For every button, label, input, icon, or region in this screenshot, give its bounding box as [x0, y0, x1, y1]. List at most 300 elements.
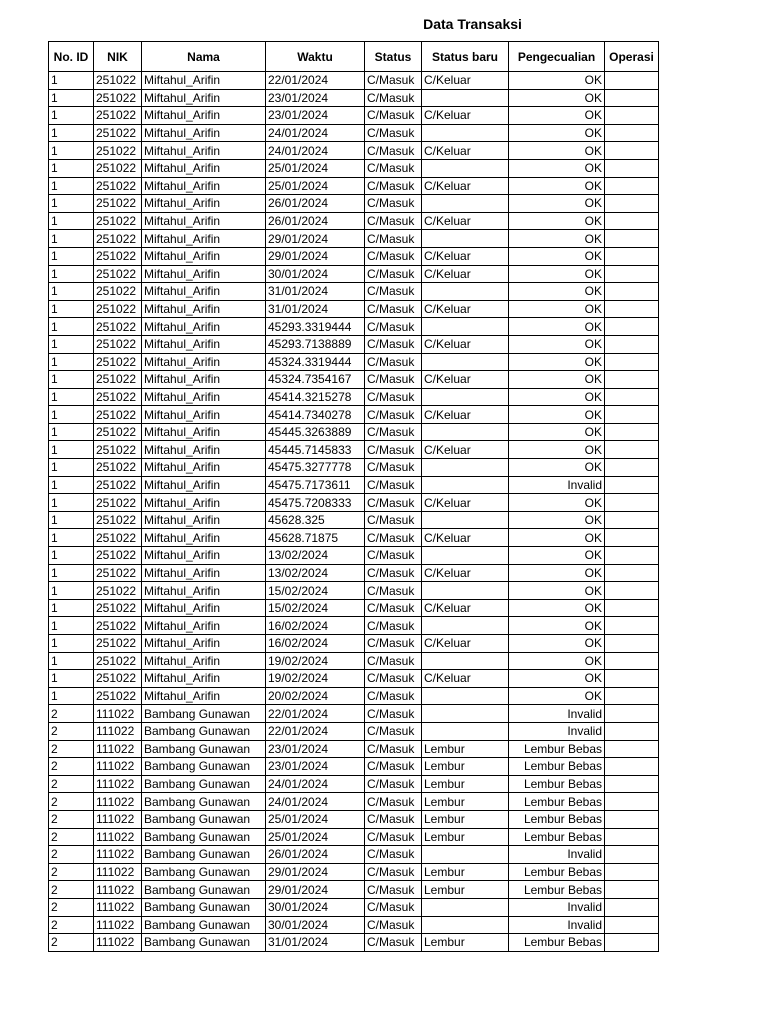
cell-nik: 251022 — [94, 635, 142, 653]
cell-status: C/Masuk — [365, 705, 422, 723]
cell-status-baru: C/Keluar — [422, 335, 509, 353]
table-row — [49, 898, 659, 916]
table-row — [49, 828, 659, 846]
cell-operasi — [605, 212, 659, 230]
cell-no-id: 2 — [49, 881, 94, 899]
cell-waktu: 45445.3263889 — [266, 423, 365, 441]
cell-operasi — [605, 775, 659, 793]
cell-waktu: 45414.3215278 — [266, 388, 365, 406]
cell-no-id: 1 — [49, 177, 94, 195]
cell-pengecualian: OK — [509, 230, 605, 248]
cell-no-id: 2 — [49, 828, 94, 846]
cell-waktu: 25/01/2024 — [266, 177, 365, 195]
cell-nik: 111022 — [94, 775, 142, 793]
cell-nama: Miftahul_Arifin — [142, 318, 266, 336]
cell-pengecualian: OK — [509, 195, 605, 213]
cell-no-id: 2 — [49, 863, 94, 881]
cell-status: C/Masuk — [365, 511, 422, 529]
cell-operasi — [605, 564, 659, 582]
table-row — [49, 107, 659, 125]
table-row — [49, 687, 659, 705]
column-header-no-id: No. ID — [49, 42, 94, 72]
table-row — [49, 652, 659, 670]
cell-waktu: 22/01/2024 — [266, 705, 365, 723]
cell-status-baru: C/Keluar — [422, 564, 509, 582]
cell-waktu: 45324.3319444 — [266, 353, 365, 371]
table-row — [49, 511, 659, 529]
cell-operasi — [605, 670, 659, 688]
cell-status: C/Masuk — [365, 230, 422, 248]
cell-no-id: 2 — [49, 934, 94, 952]
table-row — [49, 459, 659, 477]
cell-nama: Bambang Gunawan — [142, 740, 266, 758]
cell-status-baru: C/Keluar — [422, 72, 509, 90]
table-row — [49, 195, 659, 213]
cell-nik: 251022 — [94, 423, 142, 441]
cell-no-id: 1 — [49, 142, 94, 160]
table-row — [49, 775, 659, 793]
cell-status: C/Masuk — [365, 353, 422, 371]
cell-status: C/Masuk — [365, 159, 422, 177]
cell-status-baru — [422, 547, 509, 565]
cell-operasi — [605, 247, 659, 265]
cell-nama: Miftahul_Arifin — [142, 247, 266, 265]
cell-nik: 251022 — [94, 406, 142, 424]
cell-pengecualian: OK — [509, 212, 605, 230]
cell-nik: 251022 — [94, 529, 142, 547]
cell-status-baru — [422, 423, 509, 441]
cell-status: C/Masuk — [365, 564, 422, 582]
cell-status: C/Masuk — [365, 722, 422, 740]
cell-status-baru: Lembur — [422, 775, 509, 793]
cell-pengecualian: Invalid — [509, 722, 605, 740]
cell-nama: Bambang Gunawan — [142, 722, 266, 740]
cell-nama: Miftahul_Arifin — [142, 371, 266, 389]
cell-waktu: 45445.7145833 — [266, 441, 365, 459]
cell-no-id: 2 — [49, 758, 94, 776]
cell-pengecualian: OK — [509, 652, 605, 670]
cell-waktu: 45324.7354167 — [266, 371, 365, 389]
table-row — [49, 476, 659, 494]
cell-operasi — [605, 406, 659, 424]
cell-status: C/Masuk — [365, 142, 422, 160]
cell-no-id: 1 — [49, 652, 94, 670]
cell-nama: Bambang Gunawan — [142, 846, 266, 864]
cell-nama: Bambang Gunawan — [142, 793, 266, 811]
cell-no-id: 1 — [49, 670, 94, 688]
cell-waktu: 29/01/2024 — [266, 863, 365, 881]
cell-operasi — [605, 881, 659, 899]
cell-pengecualian: Lembur Bebas — [509, 775, 605, 793]
cell-nik: 111022 — [94, 758, 142, 776]
cell-no-id: 1 — [49, 230, 94, 248]
cell-no-id: 1 — [49, 564, 94, 582]
table-row — [49, 635, 659, 653]
cell-status: C/Masuk — [365, 810, 422, 828]
cell-status: C/Masuk — [365, 582, 422, 600]
cell-status-baru — [422, 916, 509, 934]
cell-nama: Bambang Gunawan — [142, 758, 266, 776]
cell-status-baru — [422, 617, 509, 635]
cell-pengecualian: OK — [509, 687, 605, 705]
cell-status-baru — [422, 846, 509, 864]
cell-status: C/Masuk — [365, 863, 422, 881]
page-title-text: Data Transaksi — [423, 16, 522, 32]
cell-status-baru — [422, 124, 509, 142]
cell-nik: 251022 — [94, 617, 142, 635]
cell-no-id: 1 — [49, 687, 94, 705]
cell-waktu: 20/02/2024 — [266, 687, 365, 705]
table-row — [49, 916, 659, 934]
cell-nama: Miftahul_Arifin — [142, 599, 266, 617]
table-row — [49, 318, 659, 336]
cell-nama: Miftahul_Arifin — [142, 476, 266, 494]
cell-status-baru — [422, 652, 509, 670]
cell-no-id: 1 — [49, 617, 94, 635]
table-row — [49, 934, 659, 952]
cell-status: C/Masuk — [365, 898, 422, 916]
cell-waktu: 24/01/2024 — [266, 124, 365, 142]
table-row — [49, 547, 659, 565]
cell-nama: Miftahul_Arifin — [142, 72, 266, 90]
table-row — [49, 142, 659, 160]
cell-nama: Miftahul_Arifin — [142, 300, 266, 318]
cell-pengecualian: Invalid — [509, 898, 605, 916]
cell-waktu: 29/01/2024 — [266, 247, 365, 265]
cell-operasi — [605, 934, 659, 952]
cell-status-baru — [422, 582, 509, 600]
cell-operasi — [605, 459, 659, 477]
column-header-status: Status — [365, 42, 422, 72]
cell-status-baru — [422, 353, 509, 371]
cell-nik: 251022 — [94, 142, 142, 160]
cell-waktu: 13/02/2024 — [266, 564, 365, 582]
cell-operasi — [605, 898, 659, 916]
cell-waktu: 22/01/2024 — [266, 72, 365, 90]
cell-operasi — [605, 740, 659, 758]
cell-status: C/Masuk — [365, 441, 422, 459]
cell-waktu: 31/01/2024 — [266, 283, 365, 301]
cell-status-baru: C/Keluar — [422, 599, 509, 617]
cell-operasi — [605, 107, 659, 125]
cell-status-baru — [422, 230, 509, 248]
cell-operasi — [605, 230, 659, 248]
cell-pengecualian: OK — [509, 283, 605, 301]
cell-pengecualian: OK — [509, 529, 605, 547]
cell-nik: 251022 — [94, 72, 142, 90]
cell-nik: 251022 — [94, 283, 142, 301]
cell-pengecualian: OK — [509, 459, 605, 477]
cell-operasi — [605, 599, 659, 617]
cell-operasi — [605, 511, 659, 529]
cell-status: C/Masuk — [365, 775, 422, 793]
cell-pengecualian: OK — [509, 124, 605, 142]
table-row — [49, 124, 659, 142]
cell-operasi — [605, 635, 659, 653]
cell-status: C/Masuk — [365, 635, 422, 653]
cell-status-baru: Lembur — [422, 810, 509, 828]
cell-nama: Miftahul_Arifin — [142, 124, 266, 142]
cell-nik: 111022 — [94, 722, 142, 740]
cell-no-id: 2 — [49, 740, 94, 758]
cell-no-id: 1 — [49, 107, 94, 125]
cell-status: C/Masuk — [365, 547, 422, 565]
cell-nama: Miftahul_Arifin — [142, 230, 266, 248]
cell-status: C/Masuk — [365, 406, 422, 424]
table-row — [49, 582, 659, 600]
cell-nik: 251022 — [94, 494, 142, 512]
cell-status: C/Masuk — [365, 265, 422, 283]
cell-operasi — [605, 388, 659, 406]
cell-pengecualian: OK — [509, 635, 605, 653]
cell-waktu: 45475.7173611 — [266, 476, 365, 494]
cell-status: C/Masuk — [365, 318, 422, 336]
cell-nik: 111022 — [94, 898, 142, 916]
cell-waktu: 45628.71875 — [266, 529, 365, 547]
cell-status-baru: C/Keluar — [422, 300, 509, 318]
cell-status: C/Masuk — [365, 828, 422, 846]
cell-nik: 251022 — [94, 318, 142, 336]
cell-nama: Miftahul_Arifin — [142, 388, 266, 406]
cell-operasi — [605, 265, 659, 283]
cell-status-baru — [422, 722, 509, 740]
table-header-row — [49, 42, 659, 72]
cell-waktu: 19/02/2024 — [266, 670, 365, 688]
cell-no-id: 1 — [49, 494, 94, 512]
cell-nama: Miftahul_Arifin — [142, 283, 266, 301]
cell-nik: 251022 — [94, 476, 142, 494]
cell-waktu: 24/01/2024 — [266, 142, 365, 160]
cell-status-baru: C/Keluar — [422, 371, 509, 389]
cell-status-baru: C/Keluar — [422, 494, 509, 512]
cell-nik: 251022 — [94, 89, 142, 107]
cell-waktu: 25/01/2024 — [266, 159, 365, 177]
cell-no-id: 1 — [49, 124, 94, 142]
cell-status-baru: Lembur — [422, 881, 509, 899]
cell-nik: 111022 — [94, 828, 142, 846]
cell-no-id: 2 — [49, 705, 94, 723]
cell-status: C/Masuk — [365, 177, 422, 195]
cell-pengecualian: OK — [509, 142, 605, 160]
cell-status: C/Masuk — [365, 388, 422, 406]
cell-status: C/Masuk — [365, 195, 422, 213]
cell-pengecualian: OK — [509, 670, 605, 688]
cell-nama: Miftahul_Arifin — [142, 265, 266, 283]
cell-pengecualian: OK — [509, 318, 605, 336]
cell-pengecualian: OK — [509, 494, 605, 512]
cell-nama: Miftahul_Arifin — [142, 529, 266, 547]
cell-nik: 251022 — [94, 599, 142, 617]
cell-no-id: 1 — [49, 283, 94, 301]
cell-status-baru: Lembur — [422, 740, 509, 758]
cell-waktu: 45475.7208333 — [266, 494, 365, 512]
cell-waktu: 19/02/2024 — [266, 652, 365, 670]
cell-status: C/Masuk — [365, 687, 422, 705]
table-row — [49, 283, 659, 301]
cell-status-baru: C/Keluar — [422, 670, 509, 688]
cell-waktu: 29/01/2024 — [266, 881, 365, 899]
cell-operasi — [605, 441, 659, 459]
cell-status: C/Masuk — [365, 212, 422, 230]
cell-operasi — [605, 810, 659, 828]
cell-nama: Miftahul_Arifin — [142, 353, 266, 371]
cell-nama: Miftahul_Arifin — [142, 459, 266, 477]
cell-pengecualian: Lembur Bebas — [509, 810, 605, 828]
cell-no-id: 2 — [49, 846, 94, 864]
cell-status: C/Masuk — [365, 283, 422, 301]
cell-operasi — [605, 547, 659, 565]
table-row — [49, 441, 659, 459]
cell-waktu: 26/01/2024 — [266, 195, 365, 213]
cell-nik: 251022 — [94, 388, 142, 406]
cell-nik: 111022 — [94, 705, 142, 723]
cell-nama: Miftahul_Arifin — [142, 652, 266, 670]
cell-no-id: 1 — [49, 476, 94, 494]
cell-status: C/Masuk — [365, 72, 422, 90]
cell-status-baru — [422, 388, 509, 406]
cell-operasi — [605, 722, 659, 740]
column-header-nik: NIK — [94, 42, 142, 72]
cell-status-baru — [422, 687, 509, 705]
cell-no-id: 1 — [49, 441, 94, 459]
table-row — [49, 371, 659, 389]
column-header-nama: Nama — [142, 42, 266, 72]
cell-operasi — [605, 300, 659, 318]
table-row — [49, 564, 659, 582]
cell-no-id: 1 — [49, 72, 94, 90]
cell-nama: Miftahul_Arifin — [142, 177, 266, 195]
cell-waktu: 26/01/2024 — [266, 212, 365, 230]
cell-pengecualian: OK — [509, 547, 605, 565]
cell-nama: Miftahul_Arifin — [142, 582, 266, 600]
cell-pengecualian: OK — [509, 564, 605, 582]
cell-nik: 251022 — [94, 353, 142, 371]
cell-waktu: 30/01/2024 — [266, 916, 365, 934]
cell-waktu: 16/02/2024 — [266, 635, 365, 653]
cell-status: C/Masuk — [365, 371, 422, 389]
table-row — [49, 212, 659, 230]
cell-pengecualian: OK — [509, 617, 605, 635]
cell-status: C/Masuk — [365, 740, 422, 758]
cell-waktu: 45628.325 — [266, 511, 365, 529]
cell-waktu: 23/01/2024 — [266, 89, 365, 107]
cell-operasi — [605, 494, 659, 512]
cell-nik: 251022 — [94, 212, 142, 230]
table-row — [49, 353, 659, 371]
cell-nik: 251022 — [94, 107, 142, 125]
cell-nik: 111022 — [94, 934, 142, 952]
cell-nama: Miftahul_Arifin — [142, 494, 266, 512]
column-header-status-baru: Status baru — [422, 42, 509, 72]
cell-status-baru: C/Keluar — [422, 529, 509, 547]
cell-operasi — [605, 353, 659, 371]
table-row — [49, 335, 659, 353]
cell-operasi — [605, 177, 659, 195]
cell-status-baru — [422, 89, 509, 107]
cell-pengecualian: Invalid — [509, 476, 605, 494]
cell-no-id: 1 — [49, 547, 94, 565]
table-row — [49, 793, 659, 811]
cell-nama: Miftahul_Arifin — [142, 406, 266, 424]
table-row — [49, 617, 659, 635]
cell-no-id: 1 — [49, 318, 94, 336]
cell-status-baru: C/Keluar — [422, 247, 509, 265]
cell-pengecualian: Invalid — [509, 916, 605, 934]
cell-status-baru: C/Keluar — [422, 635, 509, 653]
cell-status-baru — [422, 898, 509, 916]
cell-nik: 251022 — [94, 687, 142, 705]
cell-status: C/Masuk — [365, 494, 422, 512]
cell-waktu: 31/01/2024 — [266, 300, 365, 318]
cell-status-baru — [422, 318, 509, 336]
cell-nik: 251022 — [94, 177, 142, 195]
cell-no-id: 1 — [49, 529, 94, 547]
cell-status: C/Masuk — [365, 107, 422, 125]
table-row — [49, 722, 659, 740]
cell-nama: Miftahul_Arifin — [142, 441, 266, 459]
cell-operasi — [605, 582, 659, 600]
cell-nama: Miftahul_Arifin — [142, 617, 266, 635]
cell-waktu: 15/02/2024 — [266, 582, 365, 600]
column-header-pengecualian: Pengecualian — [509, 42, 605, 72]
cell-nik: 111022 — [94, 810, 142, 828]
cell-status-baru: C/Keluar — [422, 107, 509, 125]
cell-status: C/Masuk — [365, 599, 422, 617]
cell-pengecualian: Invalid — [509, 846, 605, 864]
table-row — [49, 247, 659, 265]
cell-status: C/Masuk — [365, 300, 422, 318]
cell-operasi — [605, 846, 659, 864]
cell-waktu: 24/01/2024 — [266, 775, 365, 793]
cell-status: C/Masuk — [365, 916, 422, 934]
cell-status: C/Masuk — [365, 529, 422, 547]
transaction-table — [48, 41, 659, 952]
cell-no-id: 1 — [49, 247, 94, 265]
cell-status: C/Masuk — [365, 881, 422, 899]
cell-status: C/Masuk — [365, 476, 422, 494]
cell-nik: 251022 — [94, 441, 142, 459]
table-row — [49, 740, 659, 758]
cell-nama: Bambang Gunawan — [142, 810, 266, 828]
table-row — [49, 810, 659, 828]
cell-status-baru: Lembur — [422, 828, 509, 846]
cell-no-id: 1 — [49, 371, 94, 389]
table-row — [49, 300, 659, 318]
cell-pengecualian: Lembur Bebas — [509, 881, 605, 899]
cell-status: C/Masuk — [365, 423, 422, 441]
cell-operasi — [605, 195, 659, 213]
cell-waktu: 16/02/2024 — [266, 617, 365, 635]
cell-nik: 251022 — [94, 670, 142, 688]
cell-status-baru: C/Keluar — [422, 441, 509, 459]
cell-pengecualian: Lembur Bebas — [509, 793, 605, 811]
cell-status-baru: C/Keluar — [422, 406, 509, 424]
cell-pengecualian: OK — [509, 441, 605, 459]
table-row — [49, 89, 659, 107]
cell-no-id: 2 — [49, 916, 94, 934]
cell-nama: Bambang Gunawan — [142, 881, 266, 899]
cell-operasi — [605, 72, 659, 90]
cell-pengecualian: Lembur Bebas — [509, 934, 605, 952]
cell-nama: Miftahul_Arifin — [142, 635, 266, 653]
cell-status-baru — [422, 705, 509, 723]
cell-no-id: 1 — [49, 388, 94, 406]
cell-status: C/Masuk — [365, 846, 422, 864]
cell-nama: Miftahul_Arifin — [142, 107, 266, 125]
cell-pengecualian: OK — [509, 89, 605, 107]
cell-status-baru: Lembur — [422, 758, 509, 776]
cell-pengecualian: Lembur Bebas — [509, 828, 605, 846]
